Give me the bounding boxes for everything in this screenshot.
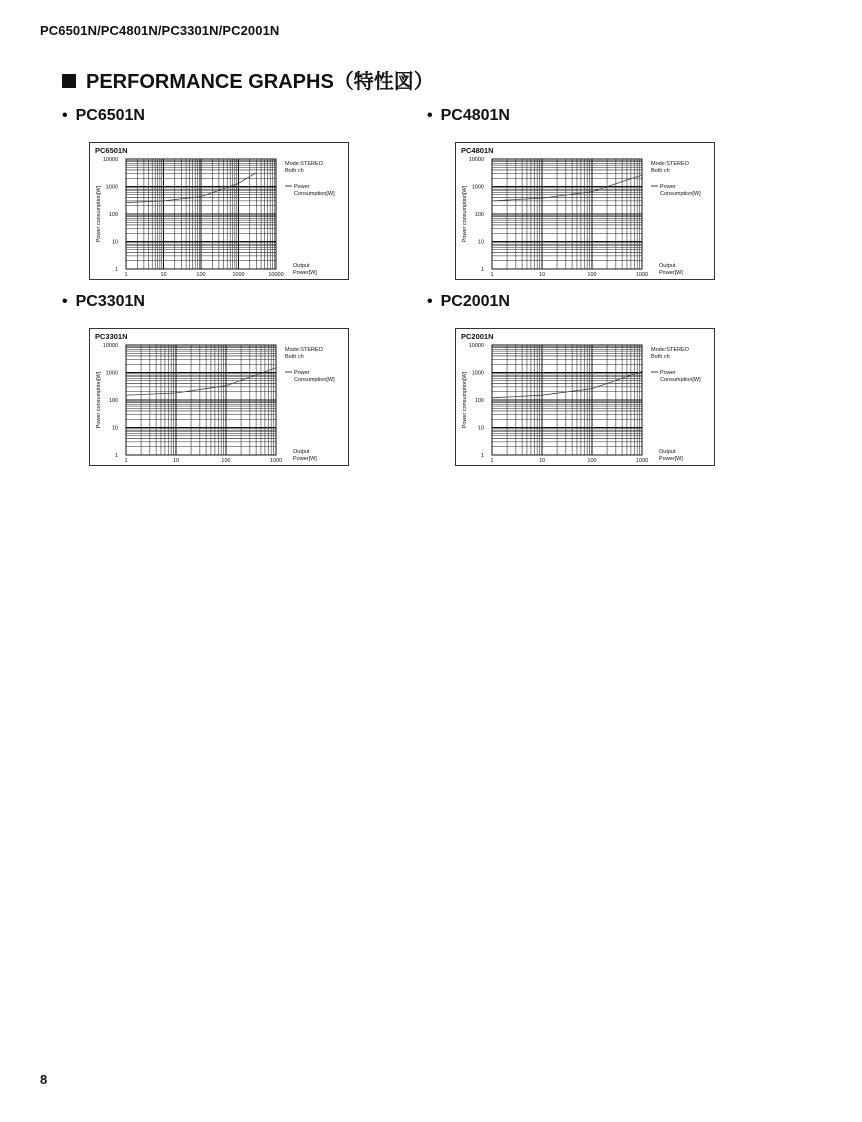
chart-svg	[456, 143, 716, 281]
y-tick-label: 100	[474, 398, 484, 404]
legend-series-name: Consumption[W]	[660, 191, 701, 197]
legend-series-name: Consumption[W]	[660, 377, 701, 383]
model-heading-text: PC3301N	[75, 293, 145, 310]
y-tick-label: 1	[480, 267, 484, 273]
y-tick-label: 1	[114, 453, 118, 459]
chart-pc2001n	[455, 328, 715, 466]
legend-series-name: Power	[294, 370, 310, 376]
y-axis-label: Power consumption[W]	[96, 185, 102, 243]
y-tick-label: 100	[108, 212, 118, 218]
chart-title: PC3301N	[95, 332, 128, 341]
y-tick-label: 10	[111, 425, 118, 432]
y-tick-label: 1	[114, 267, 118, 273]
series-line-power-consumption	[126, 368, 276, 396]
legend-mode: Mode:STEREO	[285, 161, 323, 167]
y-tick-label: 1	[480, 453, 484, 459]
legend-channels: Both ch	[285, 168, 304, 174]
y-axis-label: Power consumption[W]	[462, 371, 468, 429]
chart-title: PC2001N	[461, 332, 494, 341]
chart-title: PC6501N	[95, 146, 128, 155]
bullet-icon: •	[62, 293, 68, 310]
y-tick-label: 1000	[105, 184, 118, 191]
chart-pc6501n	[89, 142, 349, 280]
x-tick-label: 10	[538, 272, 546, 278]
y-tick-label: 10000	[102, 157, 118, 163]
x-axis-label: Power[W]	[659, 270, 683, 276]
bullet-icon: •	[427, 293, 433, 310]
x-tick-label: 1000	[269, 458, 283, 464]
x-tick-label: 100	[221, 458, 231, 464]
legend-channels: Both ch	[651, 354, 670, 360]
legend-series-name: Consumption[W]	[294, 377, 335, 383]
legend-channels: Both ch	[285, 354, 304, 360]
y-tick-label: 10	[111, 239, 118, 246]
legend-mode: Mode:STEREO	[285, 347, 323, 353]
section-marker-icon	[62, 74, 76, 88]
x-tick-label: 1	[124, 272, 128, 278]
x-tick-label: 10000	[268, 272, 284, 278]
legend-series-name: Power	[660, 184, 676, 190]
y-axis-label: Power consumption[W]	[96, 371, 102, 429]
chart-title: PC4801N	[461, 146, 494, 155]
x-tick-label: 1	[490, 458, 494, 464]
page-number: 8	[40, 1072, 48, 1087]
chart-svg	[456, 329, 716, 467]
y-tick-label: 100	[108, 398, 118, 404]
legend-series-name: Consumption[W]	[294, 191, 335, 197]
x-tick-label: 1	[490, 272, 494, 278]
legend-mode: Mode:STEREO	[651, 161, 689, 167]
x-axis-label: Output	[293, 449, 310, 455]
x-axis-label: Output	[659, 263, 676, 269]
x-tick-label: 1000	[635, 272, 649, 278]
chart-pc4801n	[455, 142, 715, 280]
y-tick-label: 10000	[468, 157, 484, 163]
x-tick-label: 10	[160, 272, 167, 278]
model-heading-text: PC6501N	[75, 107, 145, 124]
section-title-text: PERFORMANCE GRAPHS（特性図）	[86, 71, 434, 93]
y-tick-label: 100	[474, 212, 484, 218]
chart-svg	[90, 329, 350, 467]
model-heading-text: PC4801N	[440, 107, 510, 124]
model-heading-pc2001n	[427, 293, 510, 311]
x-tick-label: 10	[538, 458, 546, 464]
legend-mode: Mode:STEREO	[651, 347, 689, 353]
model-heading-pc3301n	[62, 293, 145, 311]
legend-series-name: Power	[660, 370, 676, 376]
chart-svg	[90, 143, 350, 281]
y-tick-label: 10000	[468, 343, 484, 349]
bullet-icon: •	[427, 107, 433, 124]
legend-series-name: Power	[294, 184, 310, 190]
x-tick-label: 1	[124, 458, 128, 464]
x-tick-label: 1000	[635, 458, 649, 464]
y-axis-label: Power consumption[W]	[462, 185, 468, 243]
x-axis-label: Power[W]	[659, 456, 683, 462]
x-tick-label: 100	[196, 272, 206, 278]
y-tick-label: 10000	[102, 343, 118, 349]
x-tick-label: 100	[587, 458, 597, 464]
section-title	[62, 65, 434, 94]
x-axis-label: Output	[659, 449, 676, 455]
x-tick-label: 10	[172, 458, 180, 464]
y-tick-label: 1000	[471, 184, 484, 191]
page-header-title: PC6501N/PC4801N/PC3301N/PC2001N	[40, 23, 280, 38]
model-heading-text: PC2001N	[440, 293, 510, 310]
y-tick-label: 10	[477, 239, 484, 246]
y-tick-label: 10	[477, 425, 484, 432]
x-axis-label: Power[W]	[293, 456, 317, 462]
legend-channels: Both ch	[651, 168, 670, 174]
x-tick-label: 100	[587, 272, 597, 278]
model-heading-pc4801n	[427, 107, 510, 125]
chart-pc3301n	[89, 328, 349, 466]
x-axis-label: Output	[293, 263, 310, 269]
x-axis-label: Power[W]	[293, 270, 317, 276]
y-tick-label: 1000	[471, 370, 484, 377]
x-tick-label: 1000	[232, 272, 245, 278]
bullet-icon: •	[62, 107, 68, 124]
y-tick-label: 1000	[105, 370, 118, 377]
model-heading-pc6501n	[62, 107, 145, 125]
